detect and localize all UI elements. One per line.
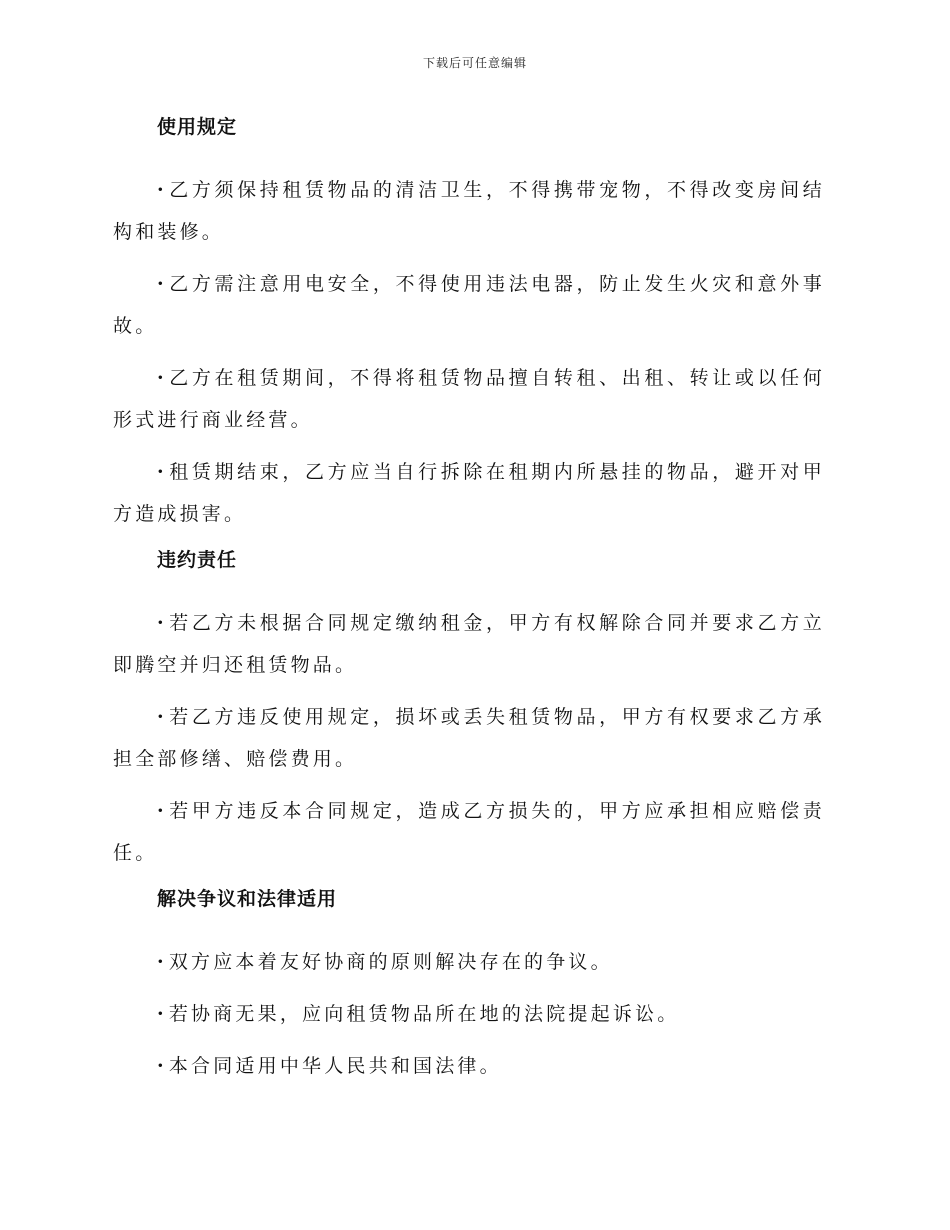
section-breach-liability [113,545,825,874]
list-item [113,451,825,535]
list-item [113,602,825,686]
bullet-icon: · [157,461,167,483]
item-text: 若乙方未根据合同规定缴纳租金，甲方有权解除合同并要求乙方立即腾空并归还租赁物品。 [113,612,825,676]
item-text: 若协商无果，应向租赁物品所在地的法院提起诉讼。 [168,1003,680,1025]
list-item [113,1045,825,1087]
item-text: 乙方需注意用电安全，不得使用违法电器，防止发生火灾和意外事故。 [113,273,825,337]
bullet-icon: · [157,273,167,295]
page-header: 下载后可任意编辑 [422,56,527,70]
list-item [113,790,825,874]
item-text: 本合同适用中华人民共和国法律。 [168,1055,502,1077]
section-usage-rules [113,112,825,535]
bullet-icon: · [157,612,167,634]
item-text: 乙方在租赁期间，不得将租赁物品擅自转租、出租、转让或以任何形式进行商业经营。 [113,367,825,431]
item-text: 乙方须保持租赁物品的清洁卫生，不得携带宠物，不得改变房间结构和装修。 [113,179,825,243]
bullet-icon: · [157,951,167,973]
bullet-icon: · [157,1003,167,1025]
list-item [113,169,825,253]
item-text: 租赁期结束，乙方应当自行拆除在租期内所悬挂的物品，避开对甲方造成损害。 [113,461,825,525]
bullet-icon: · [157,367,167,389]
document-body [113,112,825,1097]
list-item [113,263,825,347]
bullet-icon: · [157,1055,167,1077]
list-item [113,357,825,441]
bullet-icon: · [157,706,167,728]
bullet-icon: · [157,179,167,201]
section-title: 使用规定 [157,116,238,138]
bullet-icon: · [157,800,167,822]
list-item [113,696,825,780]
item-text: 若甲方违反本合同规定，造成乙方损失的，甲方应承担相应赔偿责任。 [113,800,825,864]
item-text: 双方应本着友好协商的原则解决存在的争议。 [168,951,613,973]
section-dispute-law [113,884,825,1087]
section-title: 解决争议和法律适用 [157,888,338,910]
list-item [113,941,825,983]
list-item [113,993,825,1035]
section-title: 违约责任 [157,549,238,571]
item-text: 若乙方违反使用规定，损坏或丢失租赁物品，甲方有权要求乙方承担全部修缮、赔偿费用。 [113,706,825,770]
